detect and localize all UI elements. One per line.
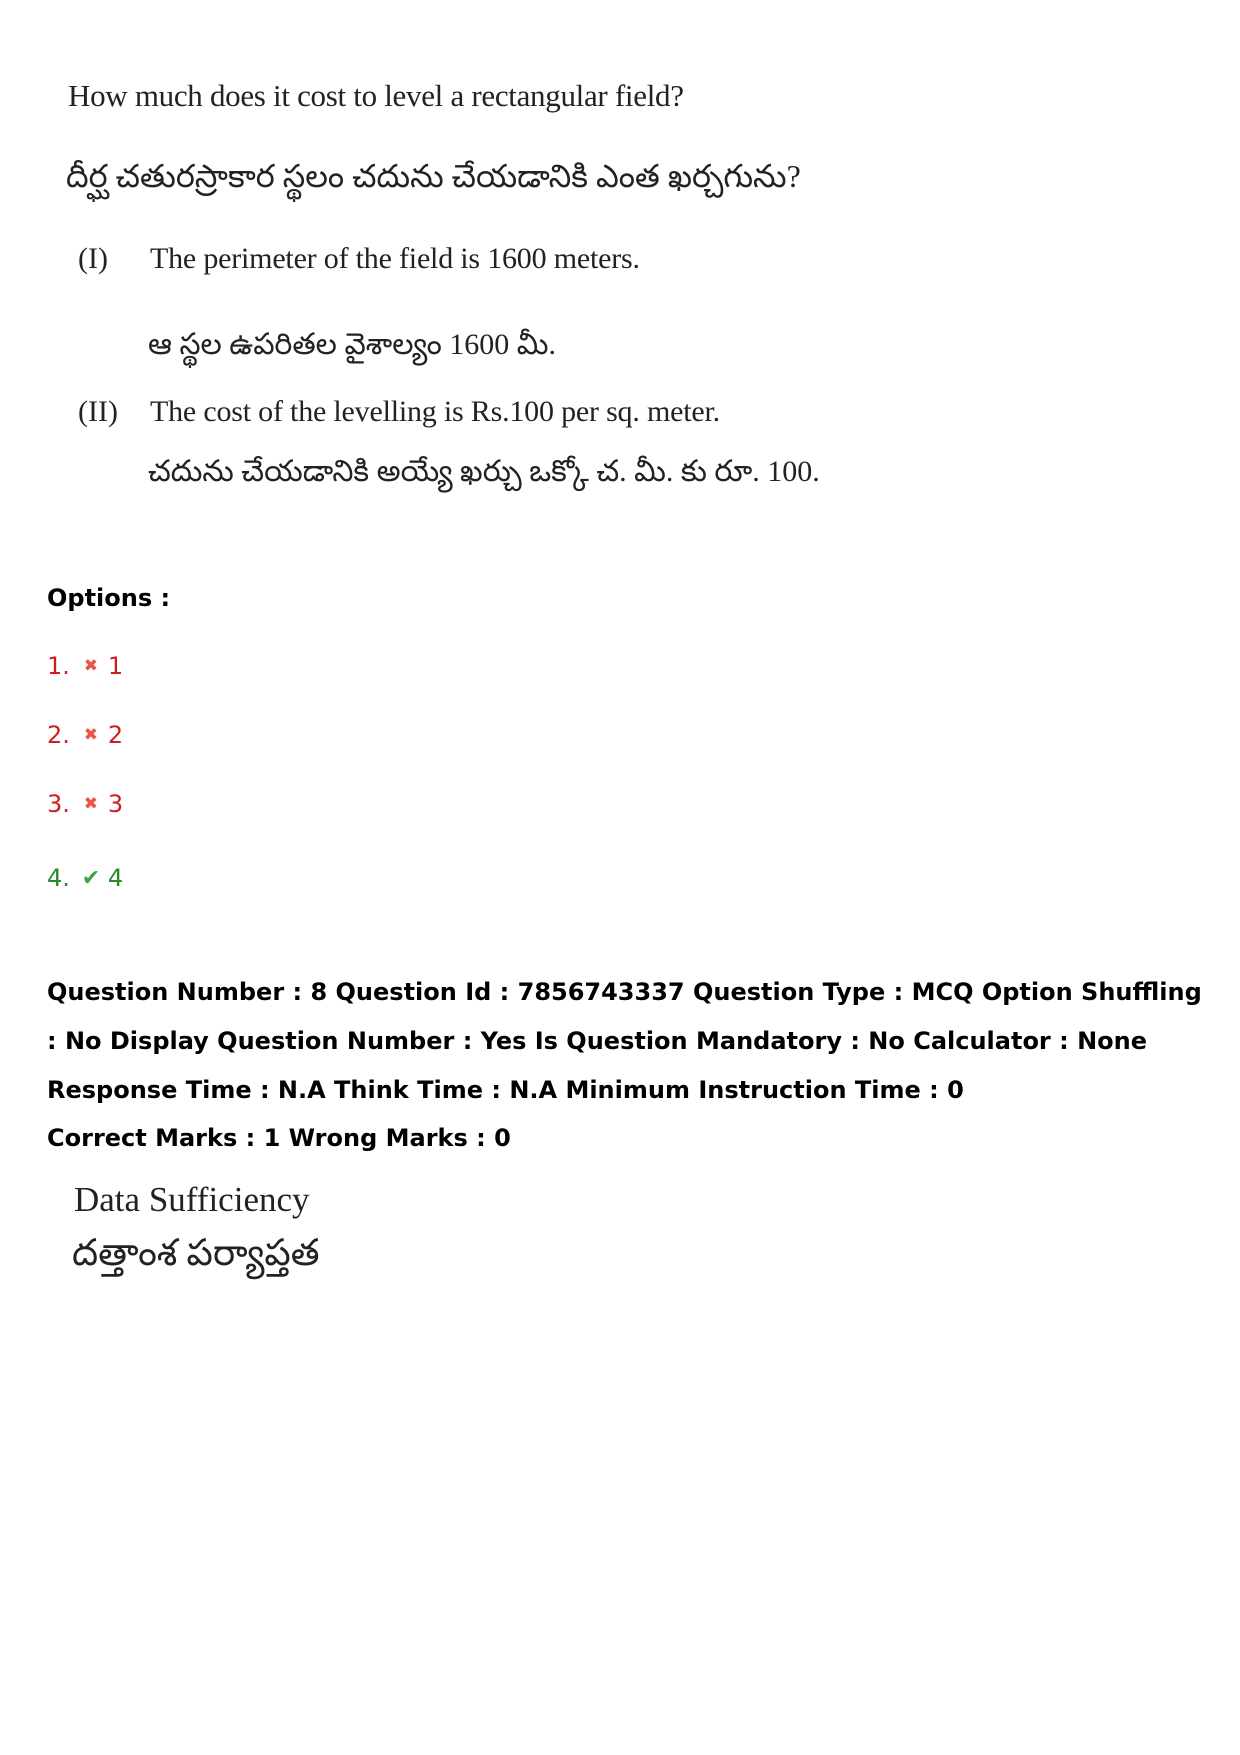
option-4-number: 4. bbox=[47, 864, 70, 892]
section-title-telugu: దత్తాంశ పర్యాప్తత bbox=[72, 1233, 320, 1274]
check-icon: ✔ bbox=[81, 865, 101, 891]
option-3-number: 3. bbox=[47, 790, 70, 818]
option-3 bbox=[47, 790, 123, 818]
statement-1-text-english: The perimeter of the field is 1600 meters. bbox=[150, 242, 640, 275]
question-text-telugu: దీర్ఘ చతురస్రాకార స్థలం చదును చేయడానికి ఎంత ఖర్చగును? bbox=[66, 158, 801, 194]
option-3-value: 3 bbox=[107, 790, 124, 818]
section-title-english: Data Sufficiency bbox=[74, 1180, 310, 1219]
marks-info: Correct Marks : 1 Wrong Marks : 0 bbox=[47, 1124, 511, 1152]
statement-1-text-telugu: ఆ స్థల ఉపరితల వైశాల్యం 1600 మీ. bbox=[148, 328, 557, 361]
option-2 bbox=[47, 721, 123, 749]
option-4 bbox=[47, 864, 123, 892]
cross-icon: ✖ bbox=[83, 656, 99, 676]
option-2-number: 2. bbox=[47, 721, 70, 749]
cross-icon: ✖ bbox=[83, 794, 99, 814]
option-1-value: 1 bbox=[107, 652, 124, 680]
statement-2-number: (II) bbox=[78, 395, 118, 428]
cross-icon: ✖ bbox=[83, 725, 99, 745]
option-1-number: 1. bbox=[47, 652, 70, 680]
question-text-english: How much does it cost to level a rectangular field? bbox=[68, 78, 684, 113]
options-label: Options : bbox=[47, 584, 171, 612]
question-metadata: Question Number : 8 Question Id : 7856743337 Question Type : MCQ Option Shuffling : No Display Question Number : Yes Is Question Mandatory : No Calculator : None Response Time : N.A Think Time : N.A Minimum Instruction Time : 0 bbox=[47, 978, 1202, 1104]
statement-1-number: (I) bbox=[78, 242, 108, 275]
statement-2-text-telugu: చదును చేయడానికి అయ్యే ఖర్చు ఒక్కో చ. మీ. కు రూ. 100. bbox=[148, 455, 820, 488]
option-1 bbox=[47, 652, 123, 680]
option-4-value: 4 bbox=[107, 864, 124, 892]
option-2-value: 2 bbox=[107, 721, 124, 749]
statement-2-text-english: The cost of the levelling is Rs.100 per sq. meter. bbox=[150, 395, 720, 428]
